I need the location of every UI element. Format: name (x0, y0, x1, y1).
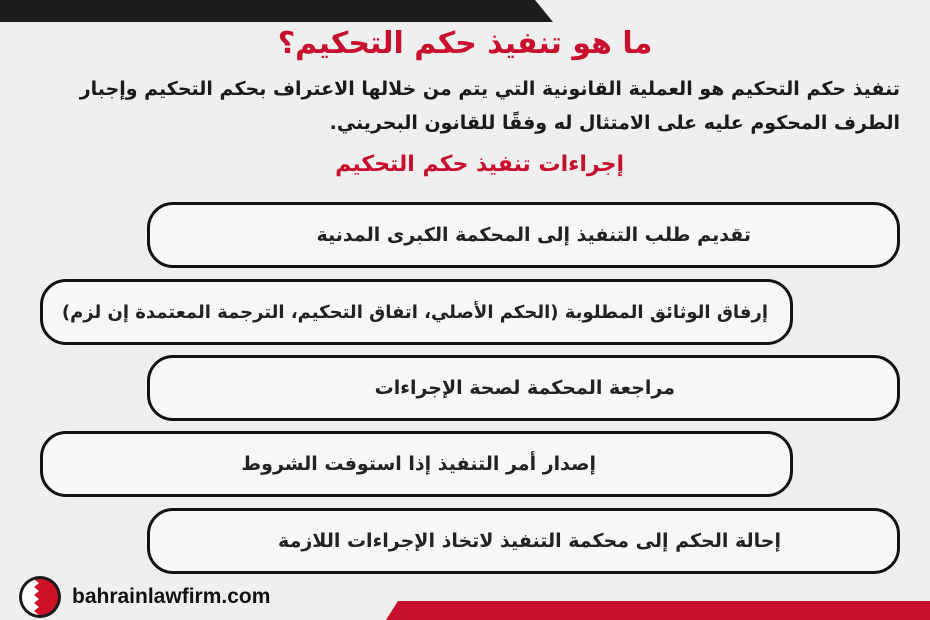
step-text: إرفاق الوثائق المطلوبة (الحكم الأصلي، اتفاق التحكيم، الترجمة المعتمدة إن لزم) (61, 301, 768, 323)
step-card-2 (40, 279, 793, 345)
step-card-4 (40, 431, 793, 497)
step-text: إصدار أمر التنفيذ إذا استوفت الشروط (241, 453, 596, 475)
page-title: ما هو تنفيذ حكم التحكيم؟ (277, 26, 653, 61)
website-link[interactable]: bahrainlawfirm.com (72, 585, 271, 608)
step-card-5 (147, 508, 900, 574)
step-text: تقديم طلب التنفيذ إلى المحكمة الكبرى المدنية (316, 224, 751, 246)
step-text: مراجعة المحكمة لصحة الإجراءات (374, 377, 675, 399)
procedures-heading: إجراءات تنفيذ حكم التحكيم (335, 152, 624, 177)
intro-paragraph: تنفيذ حكم التحكيم هو العملية القانونية التي يتم من خلالها الاعتراف بحكم التحكيم وإجبار الطرف المحكوم عليه على الامتثال له وفقًا للقانون البحريني. (79, 78, 900, 134)
step-card-3 (147, 355, 900, 421)
step-card-1 (147, 202, 900, 268)
bottom-decorative-band (0, 590, 930, 620)
top-decorative-band (0, 0, 930, 22)
step-text: إحالة الحكم إلى محكمة التنفيذ لاتخاذ الإجراءات اللازمة (278, 530, 781, 552)
